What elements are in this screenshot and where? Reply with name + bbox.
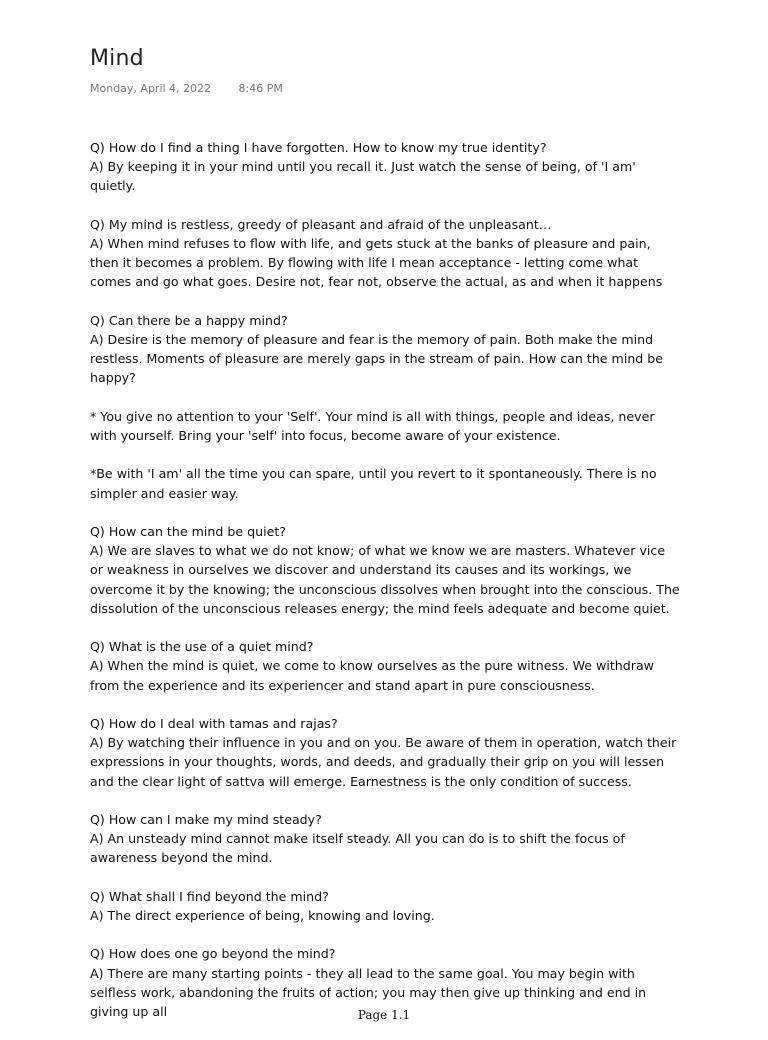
question-text: Q) How do I find a thing I have forgotten. How to know my true identity? (90, 140, 547, 155)
note-paragraph (90, 464, 680, 502)
page-number: Page 1.1 (357, 1008, 411, 1022)
question-text: Q) How can the mind be quiet? (90, 523, 286, 539)
answer-text: A) Desire is the memory of pleasure and fear is the memory of pain. Both make the mind restless. Moments of pleasure are merely gaps in the stream of pain. How can the mind be happy? (90, 332, 664, 386)
question-text: Q) How do I deal with tamas and rajas? (90, 715, 338, 731)
qa-block (90, 522, 680, 618)
question-text: Q) How does one go beyond the mind? (90, 946, 336, 962)
page-metadata (90, 82, 283, 95)
qa-block (90, 311, 680, 388)
answer-text: A) By watching their influence in you and on you. Be aware of them in operation, watch their expressions in your thoughts, words, and deeds, and gradually their grip on you will lessen and the clear light of sattva will emerge. Earnestness is the only condition of success. (90, 735, 677, 789)
question-text: Q) What is the use of a quiet mind? (90, 639, 314, 655)
answer-text: A) When the mind is quiet, we come to know ourselves as the pure witness. We withdraw from the experience and its experiencer and stand apart in pure consciousness. (90, 658, 654, 693)
note-text: *Be with 'I am' all the time you can spare, until you revert to it spontaneously. There is no simpler and easier way. (90, 466, 657, 501)
qa-block (90, 887, 680, 925)
qa-block (90, 810, 680, 868)
answer-text: A) We are slaves to what we do not know; of what we know we are masters. Whatever vice or weakness in ourselves we discover and understand its causes and its workings, we overcome it by the knowing; the unconscious dissolves when brought into the conscious. The dissolution of the unconscious releases energy; the mind feels adequate and become quiet. (90, 543, 680, 616)
qa-block (90, 138, 680, 196)
note-body (90, 138, 680, 1040)
note-text: * You give no attention to your 'Self'. Your mind is all with things, people and ideas, never with yourself. Bring your 'self' into focus, become aware of your existence. (90, 408, 655, 443)
qa-block (90, 215, 680, 292)
answer-text: A) An unsteady mind cannot make itself steady. All you can do is to shift the focus of awareness beyond the mind. (90, 831, 625, 866)
question-text: Q) What shall I find beyond the mind? (90, 888, 329, 904)
question-text: Q) Can there be a happy mind? (90, 312, 288, 328)
page-date: Monday, April 4, 2022 (90, 82, 212, 95)
qa-block (90, 714, 680, 791)
page-time: 8:46 PM (238, 82, 283, 95)
page-title: Mind (90, 46, 144, 71)
question-text: Q) How can I make my mind steady? (90, 811, 322, 827)
qa-block (90, 637, 680, 695)
note-paragraph (90, 407, 680, 445)
answer-text: A) By keeping it in your mind until you recall it. Just watch the sense of being, of 'I am' quietly. (90, 159, 636, 194)
question-text: Q) My mind is restless, greedy of pleasant and afraid of the unpleasant… (90, 216, 552, 232)
answer-text: A) There are many starting points - they all lead to the same goal. You may begin with selfless work, abandoning the fruits of action; you may then give up thinking and end in giving up all (90, 965, 647, 1019)
answer-text: A) When mind refuses to flow with life, and gets stuck at the banks of pleasure and pain, then it becomes a problem. By flowing with life I mean acceptance - letting come what comes and go what goes. Desire not, fear not, observe the actual, as and when it happens (90, 236, 663, 290)
answer-text: A) The direct experience of being, knowing and loving. (90, 907, 435, 923)
